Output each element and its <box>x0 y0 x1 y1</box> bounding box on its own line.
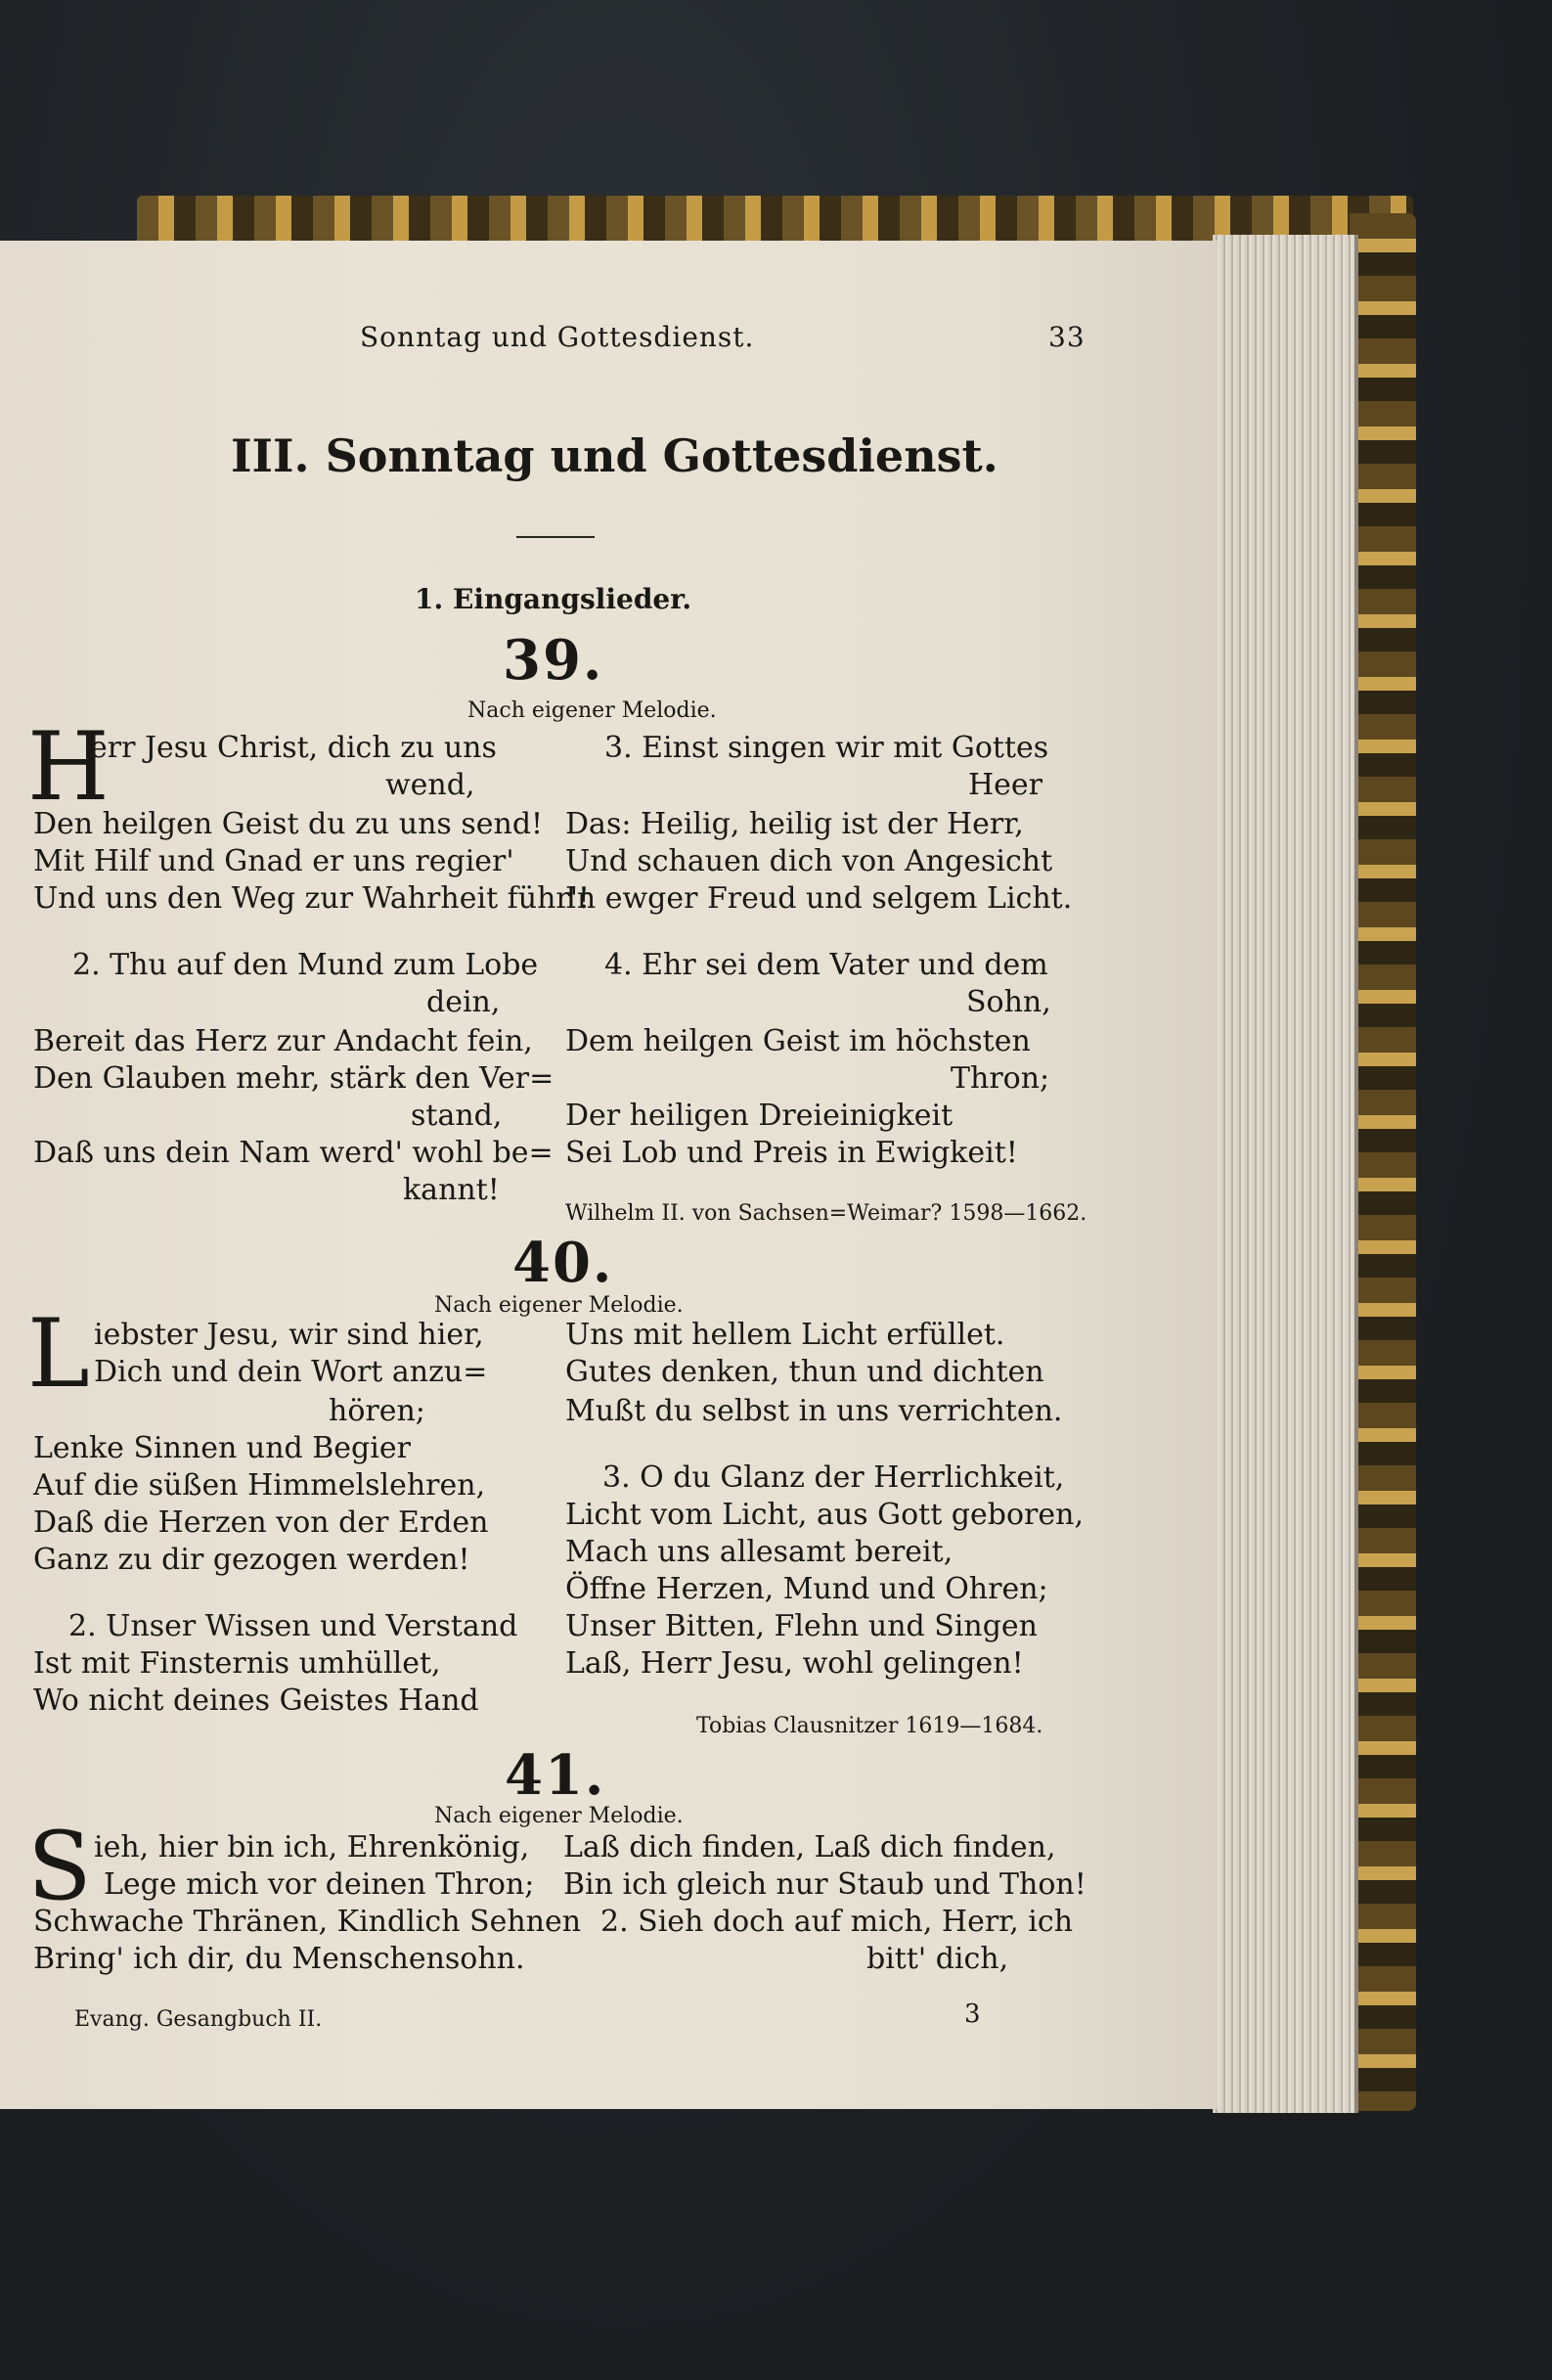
verse-line: Thron; <box>951 1061 1050 1096</box>
sheet-mark: 3 <box>964 1999 981 2029</box>
hymn-number: 41. <box>505 1743 606 1808</box>
verse-line: dein, <box>426 985 501 1019</box>
verse-line: Auf die süßen Himmelslehren, <box>33 1468 486 1503</box>
verse-line: wend, <box>385 768 475 802</box>
verse-line: Den heilgen Geist du zu uns send! <box>33 807 544 841</box>
hymn-number: 39. <box>503 628 604 693</box>
page-number: 33 <box>1048 321 1086 353</box>
verse-line: Sei Lob und Preis in Ewigkeit! <box>565 1136 1018 1170</box>
verse-line: Gutes denken, thun und dichten <box>565 1355 1044 1389</box>
verse-line: Schwache Thränen, Kindlich Sehnen <box>33 1905 582 1939</box>
verse-line: Öffne Herzen, Mund und Ohren; <box>565 1572 1048 1606</box>
melody-note: Nach eigener Melodie. <box>434 1804 684 1828</box>
verse-line: Bin ich gleich nur Staub und Thon! <box>563 1867 1086 1902</box>
drop-cap: L <box>27 1299 90 1409</box>
drop-cap: S <box>27 1812 92 1921</box>
verse-line: Bring' ich dir, du Menschensohn. <box>33 1942 525 1976</box>
verse-line: Das: Heilig, heilig ist der Herr, <box>565 807 1024 841</box>
verse-line: Lenke Sinnen und Begier <box>33 1431 411 1465</box>
verse-line: Dem heilgen Geist im höchsten <box>565 1024 1031 1058</box>
verse-line: Mach uns allesamt bereit, <box>565 1535 953 1569</box>
verse-line: kannt! <box>403 1173 500 1207</box>
verse-line: Ganz zu dir gezogen werden! <box>33 1543 470 1577</box>
verse-line: 3. O du Glanz der Herrlichkeit, <box>602 1460 1065 1495</box>
verse-line: Ist mit Finsternis umhüllet, <box>33 1646 441 1681</box>
book-cover-spine-ornament <box>1350 213 1416 2111</box>
verse-line: Sohn, <box>966 985 1051 1019</box>
verse-line: 2. Sieh doch auf mich, Herr, ich <box>600 1905 1074 1939</box>
verse-line: Heer <box>968 768 1043 802</box>
verse-line: 2. Thu auf den Mund zum Lobe <box>72 948 539 982</box>
melody-note: Nach eigener Melodie. <box>467 698 717 723</box>
running-title: Sonntag und Gottesdienst. <box>360 321 755 353</box>
verse-line: stand, <box>411 1099 503 1133</box>
verse-line: Daß uns dein Nam werd' wohl be= <box>33 1136 554 1170</box>
hymn-author: Tobias Clausnitzer 1619—1684. <box>696 1714 1043 1738</box>
verse-line: Und schauen dich von Angesicht <box>565 844 1053 878</box>
hymn-number: 40. <box>512 1231 614 1295</box>
sheet-signature: Evang. Gesangbuch II. <box>74 2007 323 2032</box>
verse-line: 4. Ehr sei dem Vater und dem <box>604 948 1048 982</box>
verse-line: iebster Jesu, wir sind hier, <box>94 1318 484 1352</box>
melody-note: Nach eigener Melodie. <box>434 1293 684 1318</box>
verse-line: Bereit das Herz zur Andacht fein, <box>33 1024 533 1058</box>
verse-line: Den Glauben mehr, stärk den Ver= <box>33 1061 554 1096</box>
verse-line: 3. Einst singen wir mit Gottes <box>604 731 1049 765</box>
verse-line: Wo nicht deines Geistes Hand <box>33 1684 479 1718</box>
verse-line: Unser Bitten, Flehn und Singen <box>565 1609 1039 1643</box>
verse-line: ieh, hier bin ich, Ehrenkönig, <box>94 1830 530 1864</box>
drop-cap: H <box>27 712 110 822</box>
verse-line: Der heiligen Dreieinigkeit <box>565 1099 953 1133</box>
verse-line: Laß, Herr Jesu, wohl gelingen! <box>565 1646 1024 1681</box>
verse-line: Mit Hilf und Gnad er uns regier' <box>33 844 514 878</box>
section-title: III. Sonntag und Gottesdienst. <box>231 429 998 482</box>
verse-line: Mußt du selbst in uns verrichten. <box>565 1394 1063 1428</box>
page-edges <box>1213 235 1358 2113</box>
verse-line: 2. Unser Wissen und Verstand <box>68 1609 518 1643</box>
verse-line: Lege mich vor deinen Thron; <box>104 1867 535 1902</box>
verse-line: In ewger Freud und selgem Licht. <box>565 881 1073 916</box>
verse-line: Und uns den Weg zur Wahrheit führ'! <box>33 881 591 916</box>
verse-line: Licht vom Licht, aus Gott geboren, <box>565 1498 1084 1532</box>
verse-line: Uns mit hellem Licht erfüllet. <box>565 1318 1005 1352</box>
verse-line: Daß die Herzen von der Erden <box>33 1505 489 1540</box>
book-page <box>0 241 1218 2109</box>
verse-line: hören; <box>329 1394 425 1428</box>
hymn-author: Wilhelm II. von Sachsen=Weimar? 1598—1662. <box>565 1201 1087 1226</box>
verse-line: err Jesu Christ, dich zu uns <box>90 731 497 765</box>
verse-line: bitt' dich, <box>866 1942 1009 1976</box>
title-rule <box>516 536 595 538</box>
verse-line: Dich und dein Wort anzu= <box>94 1355 488 1389</box>
verse-line: Laß dich finden, Laß dich finden, <box>563 1830 1056 1864</box>
subsection-title: 1. Eingangslieder. <box>415 583 692 615</box>
